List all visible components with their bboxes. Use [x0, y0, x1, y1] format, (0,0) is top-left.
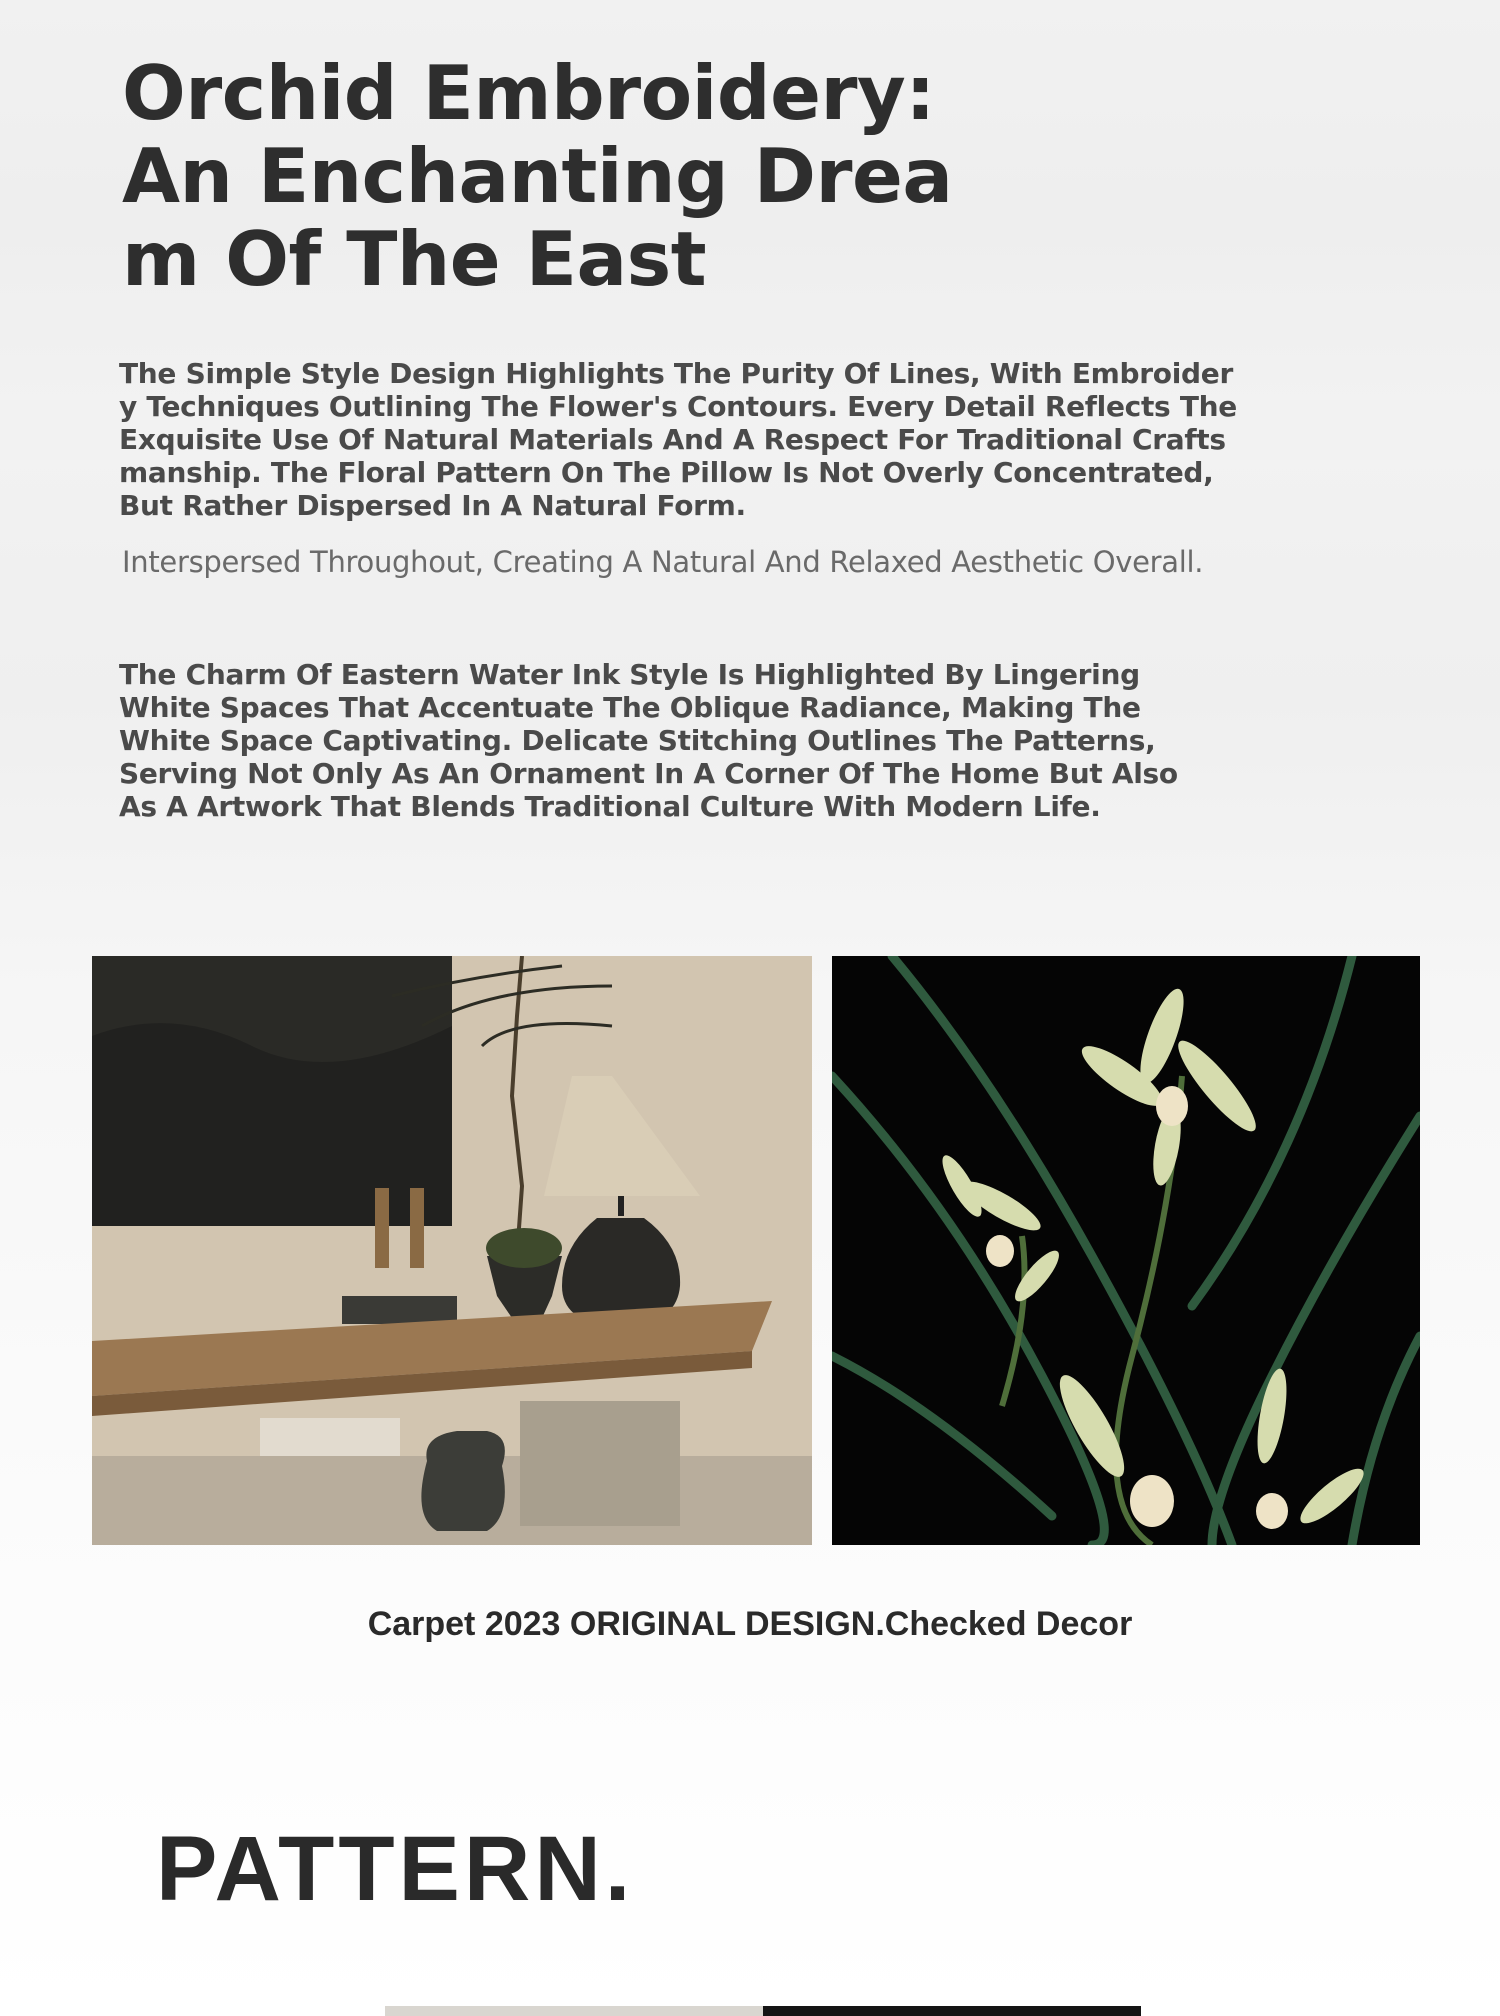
gallery-caption: Carpet 2023 ORIGINAL DESIGN.Checked Decor [367, 1605, 1133, 1643]
interior-console-photo [92, 956, 812, 1545]
orchid-flower-photo [832, 956, 1420, 1545]
article-title: Orchid Embroidery: An Enchanting Dream Of The East [122, 49, 953, 303]
pattern-heading: PATTERN. [156, 1818, 635, 1920]
ink-style-paragraph: The Charm Of Eastern Water Ink Style Is Highlighted By Lingering White Spaces That Accentuate The Oblique Radiance, Making The White Space Captivating. Delicate Stitching Outlines The Patterns, Serving Not Only As An Ornament In A Corner Of The Home But Also As A Artwork That Blends Traditional Culture With Modern Life. [119, 658, 1178, 823]
intro-paragraph: The Simple Style Design Highlights The Purity Of Lines, With Embroidery Techniques Outlining The Flower's Contours. Every Detail Reflects The Exquisite Use Of Natural Materials And A Respect For Traditional Craftsmanship. The Floral Pattern On The Pillow Is Not Overly Concentrated, But Rather Dispersed In A Natural Form. [119, 357, 1237, 522]
secondary-paragraph: Interspersed Throughout, Creating A Natural And Relaxed Aesthetic Overall. [122, 545, 1204, 579]
pattern-photo-strip [385, 2006, 1141, 2016]
